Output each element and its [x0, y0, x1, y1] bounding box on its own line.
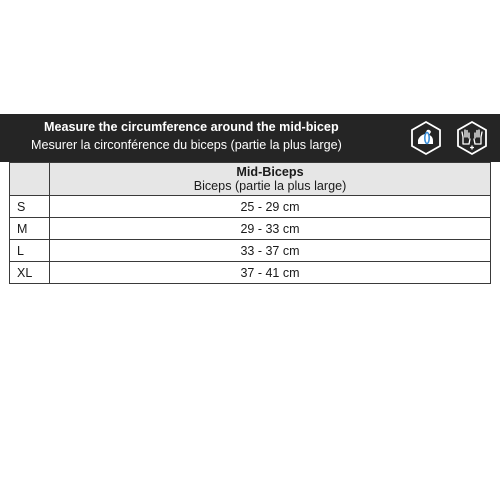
- size-label: M: [10, 218, 50, 240]
- flexed-arm-measure-icon: [408, 120, 444, 156]
- hands-plus-icon: [454, 120, 490, 156]
- size-table: [9, 162, 491, 284]
- table-row: [10, 196, 491, 218]
- header-biceps-fr-label: Biceps (partie la plus large): [193, 179, 347, 193]
- table-header-mid-biceps: [50, 163, 491, 196]
- size-value: 25 - 29 cm: [50, 196, 491, 218]
- size-chart: [0, 114, 500, 284]
- table-header-row: [10, 163, 491, 196]
- chart-header: [0, 114, 500, 162]
- table-header-empty-cell: [10, 163, 50, 196]
- table-row: [10, 240, 491, 262]
- header-title-en: Measure the circumference around the mid-bicep: [44, 120, 339, 134]
- header-title-fr: Mesurer la circonférence du biceps (partie la plus large): [31, 138, 342, 152]
- size-label: XL: [10, 262, 50, 284]
- size-value: 37 - 41 cm: [50, 262, 491, 284]
- size-value: 33 - 37 cm: [50, 240, 491, 262]
- table-row: [10, 218, 491, 240]
- size-label: L: [10, 240, 50, 262]
- header-mid-biceps-label: Mid-Biceps: [236, 165, 304, 179]
- table-row: [10, 262, 491, 284]
- size-value: 29 - 33 cm: [50, 218, 491, 240]
- size-label: S: [10, 196, 50, 218]
